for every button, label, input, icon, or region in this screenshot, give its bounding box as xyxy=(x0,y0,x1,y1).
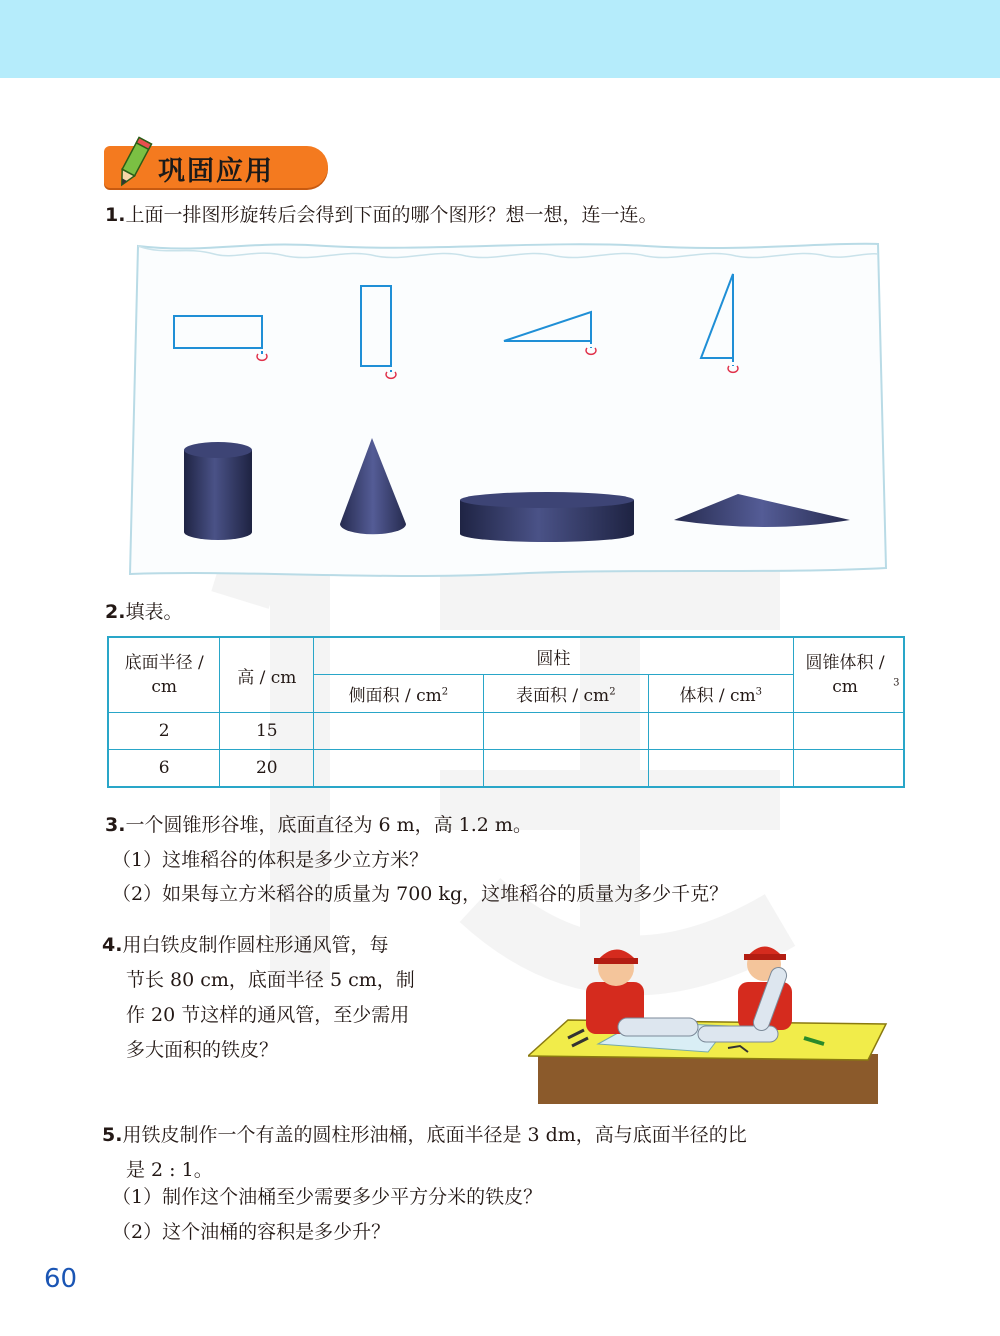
pencil-icon xyxy=(112,134,156,190)
top-color-band xyxy=(0,0,1000,78)
header-cylinder-group: 圆柱 xyxy=(314,637,793,675)
question-4-number: 4. xyxy=(102,934,123,956)
question-3 xyxy=(105,808,532,842)
fill-in-table xyxy=(107,636,905,788)
section-title: 巩固应用 xyxy=(158,156,274,187)
question-4-line-2: 节长 80 cm，底面半径 5 cm，制 xyxy=(126,969,415,991)
cell-height: 15 xyxy=(220,713,314,750)
question-4-line-1: 用白铁皮制作圆柱形通风管，每 xyxy=(122,934,389,956)
question-4 xyxy=(102,928,388,962)
question-3-sub-1: （1）这堆稻谷的体积是多少立方米？ xyxy=(112,849,429,871)
cell-radius: 2 xyxy=(108,713,220,750)
question-5-sub-2: （2）这个油桶的容积是多少升？ xyxy=(112,1221,391,1243)
workers-illustration xyxy=(528,934,888,1104)
solid-cylinder-flat xyxy=(460,492,634,542)
table-row xyxy=(108,750,904,788)
cell-lateral-area-blank[interactable] xyxy=(314,713,483,750)
question-5 xyxy=(102,1118,747,1152)
header-volume: 体积 / $cm^3$ xyxy=(649,675,794,713)
cell-cone-volume-blank[interactable] xyxy=(793,713,904,750)
question-3-number: 3. xyxy=(105,814,126,836)
question-1 xyxy=(105,198,657,232)
cell-surface-area-blank[interactable] xyxy=(483,713,648,750)
question-4-line-4: 多大面积的铁皮？ xyxy=(126,1039,279,1061)
question-1-text: 上面一排图形旋转后会得到下面的哪个图形？想一想，连一连。 xyxy=(125,204,658,226)
header-height: 高 / cm xyxy=(220,637,314,713)
question-2-number: 2. xyxy=(105,601,126,623)
cell-height: 20 xyxy=(220,750,314,788)
table-row xyxy=(108,713,904,750)
question-5-line-2: 是 2 : 1。 xyxy=(126,1159,213,1181)
question-2 xyxy=(105,595,182,629)
header-cone-volume: 圆锥体积 / cm $^3$ xyxy=(793,637,904,713)
question-2-text: 填表。 xyxy=(125,601,183,623)
question-3-sub-2: （2）如果每立方米稻谷的质量为 700 kg，这堆稻谷的质量为多少千克？ xyxy=(112,883,729,905)
question-4-line-3: 作 20 节这样的通风管，至少需用 xyxy=(126,1004,410,1026)
header-radius: 底面半径 / cm xyxy=(108,637,220,713)
question-5-line-1: 用铁皮制作一个有盖的圆柱形油桶，底面半径是 3 dm，高与底面半径的比 xyxy=(122,1124,747,1146)
question-1-number: 1. xyxy=(105,204,126,226)
question-5-sub-1: （1）制作这个油桶至少需要多少平方分米的铁皮？ xyxy=(112,1186,543,1208)
cell-volume-blank[interactable] xyxy=(649,750,794,788)
section-badge xyxy=(104,146,328,188)
header-lateral-area: 侧面积 / $cm^2$ xyxy=(314,675,483,713)
page-number: 60 xyxy=(44,1264,78,1294)
cell-lateral-area-blank[interactable] xyxy=(314,750,483,788)
cell-surface-area-blank[interactable] xyxy=(483,750,648,788)
cell-volume-blank[interactable] xyxy=(649,713,794,750)
cell-radius: 6 xyxy=(108,750,220,788)
solid-cylinder-tall xyxy=(184,442,252,540)
question-5-number: 5. xyxy=(102,1124,123,1146)
question-3-text: 一个圆锥形谷堆，底面直径为 6 m，高 1.2 m。 xyxy=(125,814,532,836)
header-surface-area: 表面积 / $cm^2$ xyxy=(483,675,648,713)
cell-cone-volume-blank[interactable] xyxy=(793,750,904,788)
shapes-paper-panel xyxy=(126,238,896,580)
